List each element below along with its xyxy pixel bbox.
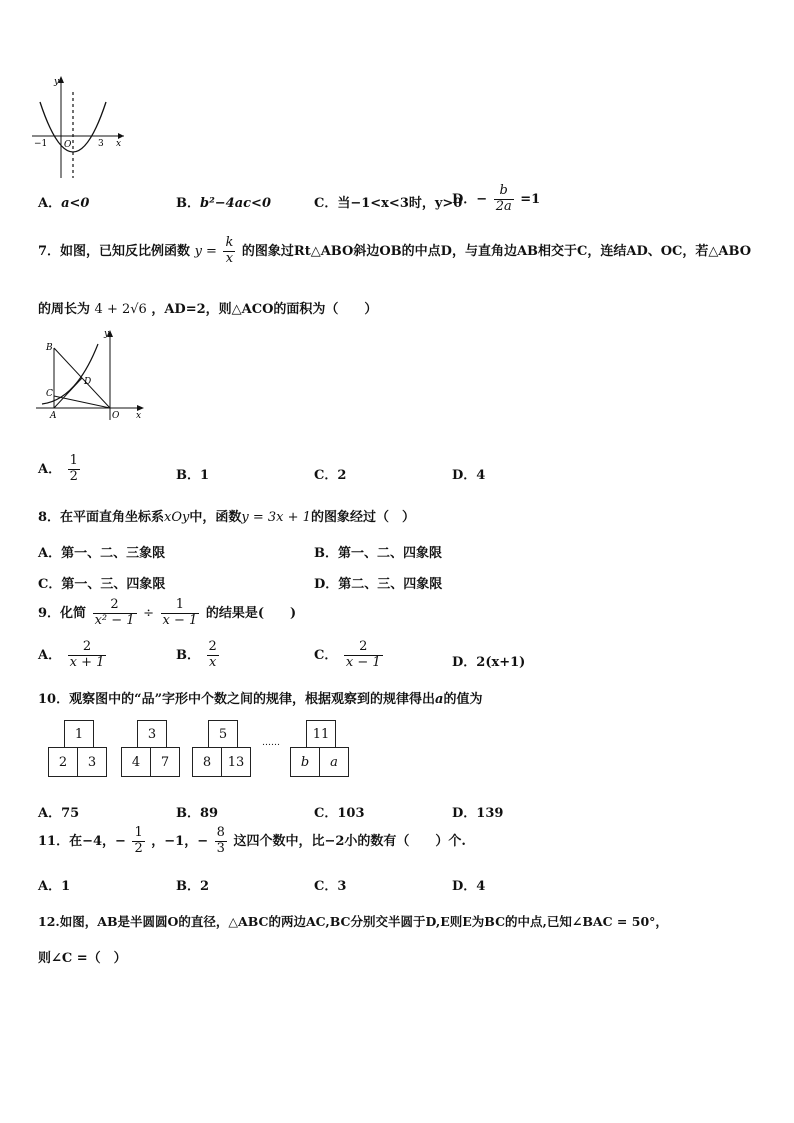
q10-box-top: 3 xyxy=(137,720,167,748)
q8-stem: 8．在平面直角坐标系xOy中，函数y = 3x + 1的图象经过（ ） xyxy=(38,510,415,525)
q7-label-y: y xyxy=(104,329,110,339)
q7-label-o: O xyxy=(112,411,120,421)
q6-neg1-label: −1 xyxy=(34,139,48,149)
q10-option-a: A．75 xyxy=(38,806,80,821)
q9-option-a: A． $\frac{2}{x + 1}$ xyxy=(38,639,105,670)
q8-option-a: A．第一、二、三象限 xyxy=(38,546,166,561)
q10-option-c: C．103 xyxy=(314,806,365,821)
q8-option-c: C．第一、三、四象限 xyxy=(38,577,166,592)
q9-option-c: C． $\frac{2}{x - 1}$ xyxy=(314,639,381,670)
q6-y-label: y xyxy=(54,77,60,87)
q10-box-left: b xyxy=(290,747,320,777)
q10-box-left: 4 xyxy=(121,747,151,777)
q6-three-label: 3 xyxy=(98,139,104,149)
q7-label-x: x xyxy=(136,411,142,421)
q10-ellipsis: …… xyxy=(262,738,280,748)
q7-option-b: B．1 xyxy=(176,468,210,483)
q10-box-left: 8 xyxy=(192,747,222,777)
q8-option-d: D．第二、三、四象限 xyxy=(314,577,443,592)
q7-label-b: B xyxy=(46,343,53,353)
q10-box-left: 2 xyxy=(48,747,78,777)
q11-option-b: B．2 xyxy=(176,879,210,894)
q11-option-d: D．4 xyxy=(452,879,486,894)
q10-box-top: 1 xyxy=(64,720,94,748)
q9-option-d: D．2(x+1) xyxy=(452,655,526,670)
q7-option-c: C．2 xyxy=(314,468,347,483)
q7-label-d: D xyxy=(84,377,92,387)
q10-box-right: a xyxy=(319,747,349,777)
q11-option-c: C．3 xyxy=(314,879,347,894)
q9-option-b: B． $\frac{2}{x}$ xyxy=(176,639,217,670)
q6-origin-label: O xyxy=(64,140,72,150)
q10-box-right: 13 xyxy=(221,747,251,777)
q10-box-top: 11 xyxy=(306,720,336,748)
q6-x-label: x xyxy=(116,139,122,149)
q7-stem-line1: 7．如图，已知反比例函数 y = $\frac{k}{x}$ 的图象过Rt△ABO斜边OB的中点D，与直角边AB相交于C，连结AD、OC，若△ABO xyxy=(38,235,752,266)
q8-option-b: B．第一、二、四象限 xyxy=(314,546,442,561)
q6-option-a: A．a<0 xyxy=(38,196,90,211)
q12-stem-line2: 则∠C =（ ） xyxy=(38,951,127,966)
q7-option-d: D．4 xyxy=(452,468,486,483)
q6-option-c: C．当−1<x<3时，y>0 xyxy=(314,196,463,211)
q7-label-c: C xyxy=(46,389,53,399)
q7-option-a: A． $\frac{1}{2}$ xyxy=(38,453,78,484)
q7-label-a: A xyxy=(50,411,57,421)
q10-option-b: B．89 xyxy=(176,806,219,821)
q9-stem: 9．化简 $\frac{2}{\text{x² − 1}}$ ÷ $\frac{1}{x - 1}$ 的结果是( ) xyxy=(38,597,297,628)
q6-option-d: D．− $\frac{b}{2a}$ =1 xyxy=(452,183,541,214)
q10-option-d: D．139 xyxy=(452,806,504,821)
q10-stem: 10．观察图中的“品”字形中个数之间的规律，根据观察到的规律得出a的值为 xyxy=(38,692,483,707)
q7-triangle-figure xyxy=(36,326,148,422)
q6-option-b: B．b²−4ac<0 xyxy=(176,196,271,211)
q11-stem: 11．在−4，− $\frac{1}{2}$ ，−1，− $\frac{8}{3}$ 这四个数中，比−2小的数有（ ）个. xyxy=(38,825,466,856)
q7-stem-line2: 的周长为 4 + 2√6 ，AD=2，则△ACO的面积为（ ） xyxy=(38,302,378,317)
q10-box-right: 3 xyxy=(77,747,107,777)
q10-box-top: 5 xyxy=(208,720,238,748)
q10-box-right: 7 xyxy=(150,747,180,777)
q6-parabola-graph xyxy=(32,74,130,180)
q11-option-a: A．1 xyxy=(38,879,71,894)
q12-stem-line1: 12.如图，AB是半圆圆O的直径，△ABC的两边AC,BC分别交半圆于D,E则E为BC的中点,已知∠BAC = 50°， xyxy=(38,914,668,929)
